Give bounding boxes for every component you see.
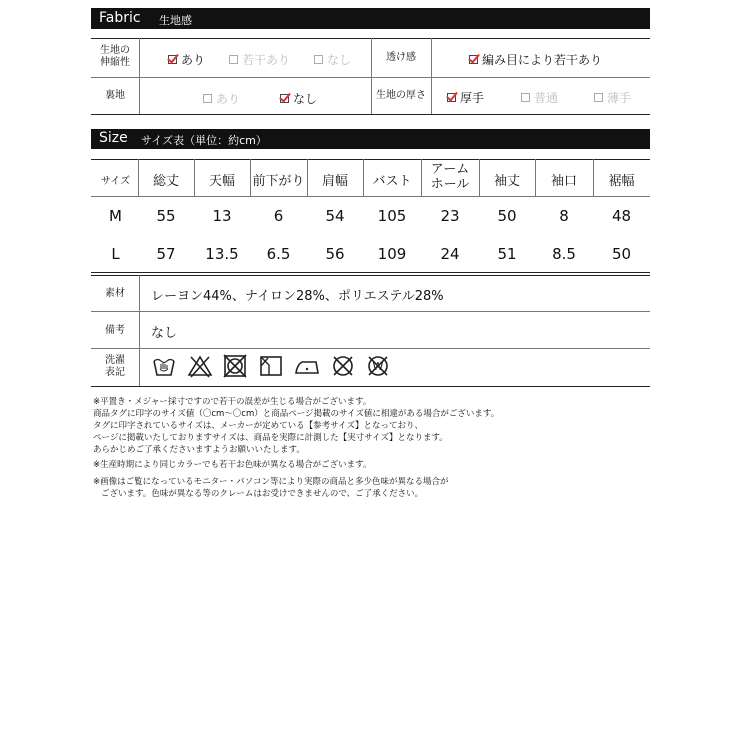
remarks-label: 備考	[105, 325, 125, 336]
details-row-border-2	[91, 348, 650, 349]
col-header-total-length: 総丈	[152, 174, 179, 189]
checkbox-empty-icon	[521, 93, 530, 102]
fabric-table-bottom-border	[91, 114, 650, 115]
size-table-bottom-border	[91, 272, 650, 273]
col-header-front-drop: 前下がり	[252, 174, 305, 189]
size-value-cell: 8.5	[552, 245, 576, 263]
size-label-cell: L	[111, 245, 120, 263]
size-value-cell: 13.5	[205, 245, 239, 263]
size-value-cell: 13	[212, 207, 232, 225]
col-header-armhole: アーム ホール	[430, 162, 470, 192]
details-row-border-1	[91, 311, 650, 312]
col-header-bust: バスト	[372, 174, 412, 189]
material-label: 素材	[105, 288, 125, 299]
iron-low-icon	[294, 353, 320, 379]
thickness-option-thin: 薄手	[594, 89, 631, 106]
stretch-option-yes: あり	[168, 51, 205, 68]
thickness-option-thick: 厚手	[447, 89, 484, 106]
size-value-cell: 105	[377, 207, 407, 225]
checkbox-checked-icon	[469, 55, 478, 64]
note-line-7: ※画像はご覧になっているモニター・パソコン等により実際の商品と多少色味が異なる場合が	[93, 477, 449, 487]
size-value-cell: 8	[559, 207, 569, 225]
size-value-cell: 55	[156, 207, 176, 225]
fabric-center-divider	[371, 38, 372, 114]
fabric-header-jp: 生地感	[159, 14, 192, 27]
size-label-cell: M	[109, 207, 122, 225]
sheerness-option: 編み目により若干あり	[469, 51, 602, 68]
lining-label: 裏地	[105, 90, 125, 101]
size-value-cell: 50	[611, 245, 632, 263]
size-table-header-border	[91, 196, 650, 197]
stretch-option-slight: 若干あり	[229, 51, 290, 68]
details-label-divider	[139, 275, 140, 386]
size-value-cell: 6	[273, 207, 284, 225]
size-value-cell: 50	[497, 207, 517, 225]
size-header	[91, 129, 650, 149]
size-value-cell: 6.5	[266, 245, 291, 263]
note-line-5: あらかじめご了承くださいますようお願いいたします。	[93, 445, 305, 455]
thickness-label: 生地の厚さ	[376, 90, 426, 101]
size-value-cell: 51	[497, 245, 517, 263]
col-header-cuff: 袖口	[550, 174, 577, 189]
checkbox-empty-icon	[229, 55, 238, 64]
note-line-3: タグに印字されているサイズは、メーカーが定めている【参考サイズ】となっており、	[93, 421, 423, 431]
size-value-cell: 109	[377, 245, 407, 263]
size-value-cell: 48	[611, 207, 632, 225]
lining-option-yes: あり	[203, 90, 240, 107]
care-label: 洗濯 表記	[105, 355, 125, 378]
note-line-4: ページに掲載いたしておりますサイズは、商品を実際に計測した【実寸サイズ】となります。	[93, 433, 448, 443]
note-line-1: ※平置き・メジャー採寸ですので若干の誤差が生じる場合がございます。	[93, 397, 372, 407]
size-value-cell: 54	[325, 207, 345, 225]
col-header-sleeve-length: 袖丈	[493, 174, 520, 189]
col-header-neck-width: 天幅	[208, 174, 235, 189]
fabric-label-divider-left	[139, 38, 140, 114]
size-header-jp: サイズ表（単位：約cm）	[141, 134, 267, 147]
checkbox-empty-icon	[314, 55, 323, 64]
checkbox-checked-icon	[280, 94, 289, 103]
checkbox-empty-icon	[203, 94, 212, 103]
fabric-header	[91, 8, 650, 29]
size-value-cell: 57	[156, 245, 176, 263]
note-line-8: ございます。色味が異なる等のクレームはお受けできませんので、ご了承ください。	[101, 489, 424, 499]
size-table-bottom-border-2	[91, 275, 650, 276]
details-bottom-border	[91, 386, 650, 387]
size-value-cell: 23	[440, 207, 460, 225]
size-table-top-border	[91, 159, 650, 160]
no-dry-clean-icon	[330, 353, 356, 379]
sheerness-label: 透け感	[386, 52, 416, 63]
no-tumble-dry-icon	[222, 353, 248, 379]
hand-wash-icon	[151, 353, 177, 379]
checkbox-checked-icon	[168, 55, 177, 64]
lining-option-no: なし	[280, 90, 317, 107]
no-wet-clean-icon	[365, 353, 391, 379]
material-value: レーヨン44%、ナイロン28%、ポリエステル28%	[151, 289, 444, 304]
stretch-label: 生地の 伸縮性	[100, 45, 130, 68]
col-header-hem-width: 裾幅	[608, 174, 635, 189]
size-value-cell: 56	[325, 245, 345, 263]
fabric-header-en: Fabric	[99, 10, 141, 26]
size-value-cell: 24	[440, 245, 460, 263]
checkbox-empty-icon	[594, 93, 603, 102]
thickness-option-normal: 普通	[521, 89, 558, 106]
no-bleach-icon	[187, 353, 213, 379]
size-header-en: Size	[99, 130, 128, 146]
col-header-shoulder: 肩幅	[321, 174, 348, 189]
checkbox-checked-icon	[447, 93, 456, 102]
svg-text:W: W	[372, 360, 384, 373]
note-line-6: ※生産時期により同じカラーでも若干お色味が異なる場合がございます。	[93, 460, 372, 470]
col-header-size: サイズ	[100, 176, 131, 187]
fabric-label-divider-right	[431, 38, 432, 114]
line-dry-shade-icon	[258, 353, 284, 379]
stretch-option-none: なし	[314, 51, 351, 68]
remarks-value: なし	[151, 326, 178, 341]
note-line-2: 商品タグに印字のサイズ値（〇cm〜〇cm）と商品ページ掲載のサイズ値に相違がある場合がございます。	[93, 409, 500, 419]
